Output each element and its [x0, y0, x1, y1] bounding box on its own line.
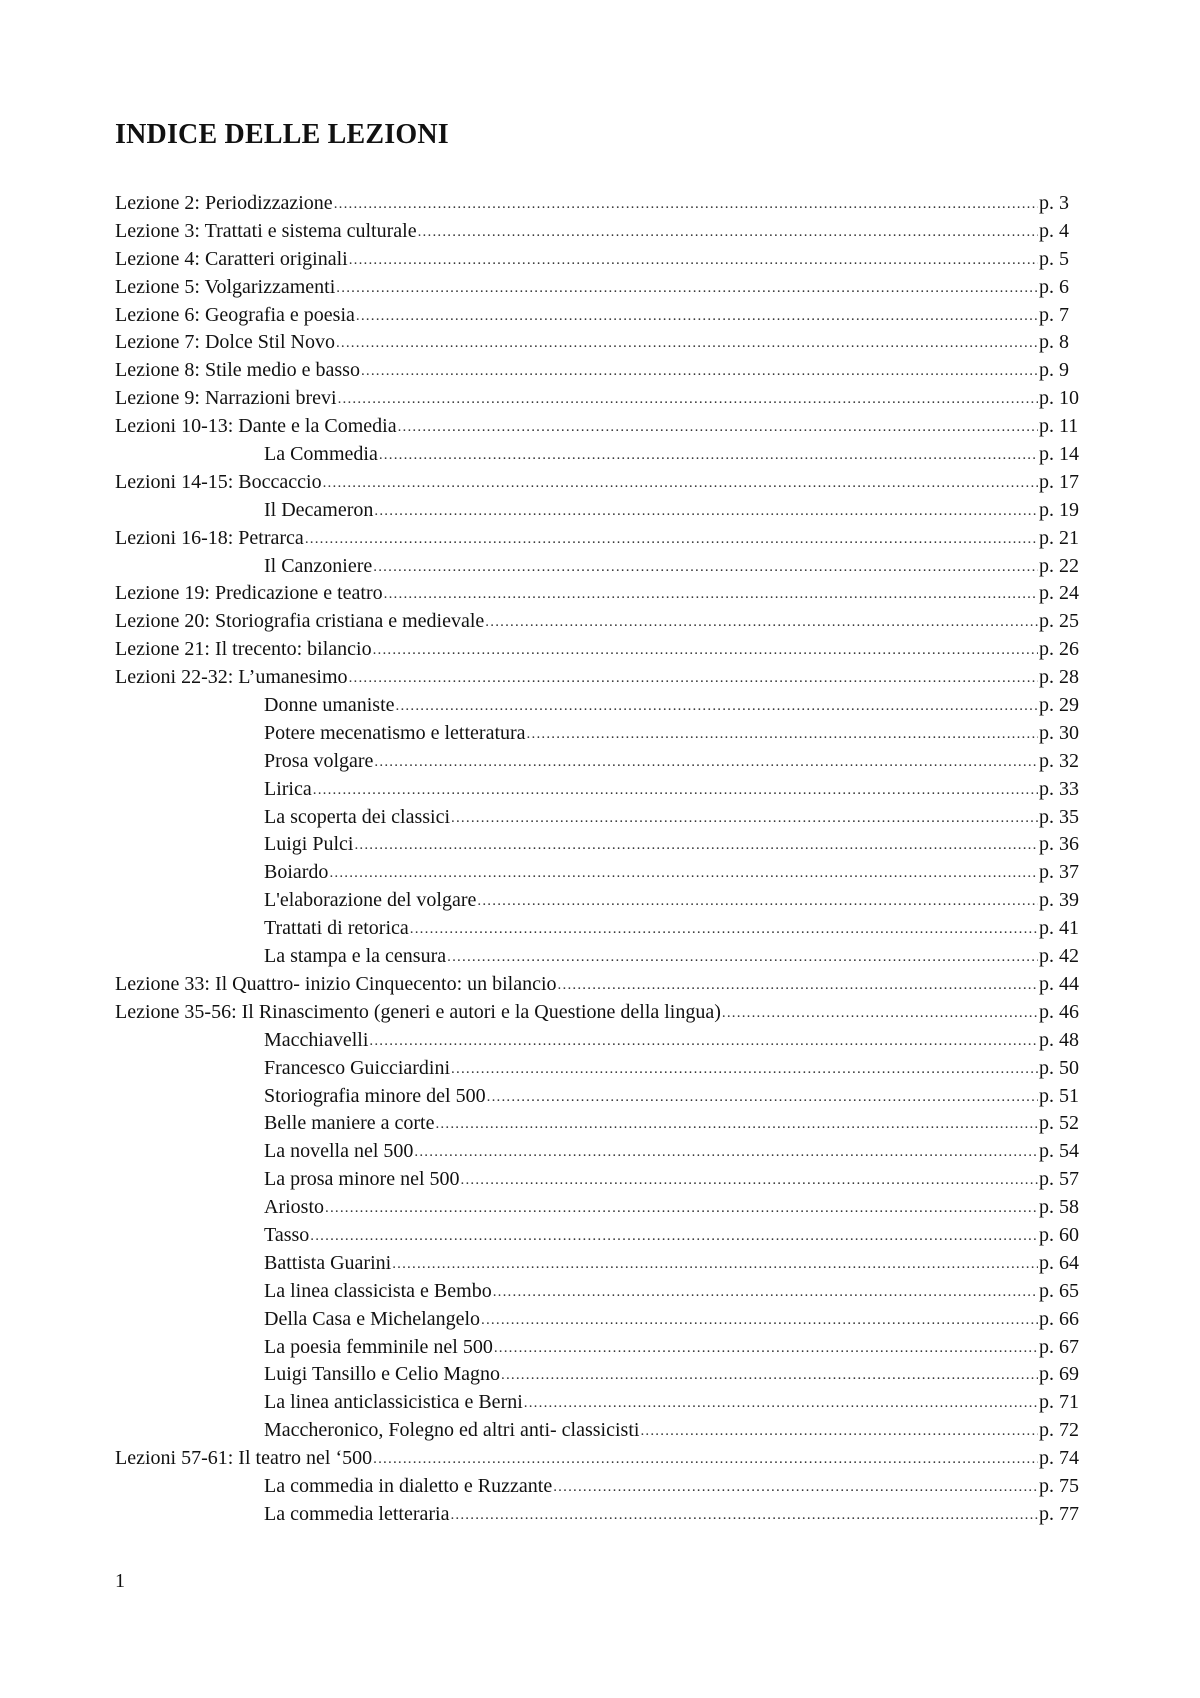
toc-entry-page: p. 60 — [1039, 1223, 1079, 1246]
toc-entry-title: Lezione 2: Periodizzazione — [115, 192, 333, 214]
toc-entry-title: Lezioni 57-61: Il teatro nel ‘500 — [115, 1447, 373, 1470]
toc-subentry — [115, 1361, 1085, 1389]
toc-entry-title: Ariosto — [264, 1196, 324, 1219]
toc-entry-title: Trattati di retorica — [264, 917, 409, 940]
toc-subentry — [115, 831, 1085, 859]
toc-entry-title: Lezione 9: Narrazioni brevi — [115, 387, 337, 410]
toc-subentry — [115, 1334, 1085, 1362]
toc-subentry — [115, 943, 1085, 971]
dot-leader — [558, 970, 1038, 1000]
toc-entry — [115, 1445, 1085, 1473]
toc-entry-title: Lezioni 16-18: Petrarca — [115, 526, 304, 549]
toc-entry-page: p. 74 — [1039, 1447, 1079, 1470]
dot-leader — [722, 998, 1038, 1028]
toc-entry-page: p. 4 — [1039, 219, 1069, 242]
dot-leader — [334, 189, 1038, 219]
toc-subentry — [115, 1417, 1085, 1445]
toc-subentry — [115, 1083, 1085, 1111]
toc-entry-title: Lezione 20: Storiografia cristiana e medievale — [115, 610, 485, 633]
toc-subentry — [115, 1473, 1085, 1501]
toc-entry — [115, 274, 1085, 302]
toc-entry — [115, 580, 1085, 608]
toc-entry-title: L'elaborazione del volgare — [264, 889, 477, 912]
dot-leader — [356, 301, 1038, 331]
toc-entry-title: La prosa minore nel 500 — [264, 1168, 460, 1191]
toc-entry-title: Il Decameron — [264, 498, 374, 521]
toc-subentry — [115, 1501, 1085, 1529]
dot-leader — [336, 328, 1038, 358]
toc-entry-page: p. 57 — [1039, 1168, 1079, 1191]
toc-entry — [115, 357, 1085, 385]
toc-subentry — [115, 553, 1085, 581]
toc-subentry — [115, 1278, 1085, 1306]
toc-entry — [115, 413, 1085, 441]
page-number: 1 — [115, 1570, 125, 1592]
toc-entry-page: p. 30 — [1039, 721, 1079, 744]
toc-entry-title: La commedia letteraria — [264, 1502, 450, 1525]
toc-entry-page: p. 37 — [1039, 861, 1079, 884]
toc-entry-page: p. 41 — [1039, 917, 1079, 940]
toc-entry-page: p. 58 — [1039, 1196, 1079, 1219]
toc-entry-page: p. 52 — [1039, 1112, 1079, 1135]
dot-leader — [410, 914, 1038, 944]
toc-entry-page: p. 67 — [1039, 1335, 1079, 1358]
dot-leader — [485, 607, 1038, 637]
toc-entry — [115, 664, 1085, 692]
dot-leader — [640, 1416, 1038, 1446]
dot-leader — [379, 440, 1038, 470]
toc-entry-page: p. 46 — [1039, 1000, 1079, 1023]
toc-entry-title: Storiografia minore del 500 — [264, 1084, 486, 1107]
toc-subentry — [115, 915, 1085, 943]
dot-leader — [373, 1444, 1038, 1474]
table-of-contents — [115, 190, 1085, 1529]
toc-subentry — [115, 1110, 1085, 1138]
toc-entry-page: p. 24 — [1039, 582, 1079, 605]
toc-entry-page: p. 35 — [1039, 805, 1079, 828]
dot-leader — [414, 1137, 1038, 1167]
toc-entry-title: Lirica — [264, 777, 312, 800]
toc-entry-title: Luigi Pulci — [264, 833, 354, 856]
toc-entry-page: p. 71 — [1039, 1391, 1079, 1414]
toc-entry-title: Lezioni 14-15: Boccaccio — [115, 470, 322, 493]
toc-entry-title: La poesia femminile nel 500 — [264, 1335, 493, 1358]
toc-entry-page: p. 36 — [1039, 833, 1079, 856]
toc-entry-title: Boiardo — [264, 861, 329, 884]
dot-leader — [451, 1054, 1038, 1084]
dot-leader — [418, 217, 1038, 247]
toc-entry-title: La stampa e la censura — [264, 945, 447, 968]
toc-entry-page: p. 29 — [1039, 694, 1079, 717]
toc-entry — [115, 636, 1085, 664]
dot-leader — [524, 1388, 1038, 1418]
dot-leader — [477, 886, 1038, 916]
dot-leader — [369, 1026, 1038, 1056]
dot-leader — [493, 1277, 1038, 1307]
toc-entry-page: p. 11 — [1039, 415, 1079, 438]
dot-leader — [451, 803, 1038, 833]
dot-leader — [325, 1193, 1038, 1223]
toc-subentry — [115, 497, 1085, 525]
toc-entry-page: p. 51 — [1039, 1084, 1079, 1107]
toc-subentry — [115, 1222, 1085, 1250]
toc-entry-title: Lezione 35-56: Il Rinascimento (generi e autori e la Questione della lingua) — [115, 1000, 721, 1023]
dot-leader — [329, 858, 1038, 888]
toc-entry — [115, 971, 1085, 999]
toc-entry-title: La scoperta dei classici — [264, 805, 451, 828]
toc-entry — [115, 999, 1085, 1027]
toc-subentry — [115, 1027, 1085, 1055]
dot-leader — [338, 384, 1038, 414]
toc-entry — [115, 608, 1085, 636]
toc-entry-title: La linea anticlassicistica e Berni — [264, 1391, 523, 1414]
toc-subentry — [115, 692, 1085, 720]
dot-leader — [349, 245, 1038, 275]
toc-entry-page: p. 50 — [1039, 1056, 1079, 1079]
toc-entry — [115, 385, 1085, 413]
toc-subentry — [115, 1389, 1085, 1417]
toc-entry-title: Lezioni 10-13: Dante e la Comedia — [115, 415, 397, 438]
toc-entry — [115, 329, 1085, 357]
toc-subentry — [115, 804, 1085, 832]
toc-entry-page: p. 77 — [1039, 1502, 1079, 1525]
toc-entry-title: Tasso — [264, 1223, 310, 1246]
toc-subentry — [115, 887, 1085, 915]
dot-leader — [349, 663, 1038, 693]
dot-leader — [392, 1249, 1038, 1279]
dot-leader — [373, 552, 1038, 582]
toc-entry-page: p. 5 — [1039, 247, 1069, 270]
toc-entry — [115, 469, 1085, 497]
dot-leader — [374, 747, 1038, 777]
toc-entry-title: Macchiavelli — [264, 1028, 369, 1051]
dot-leader — [447, 942, 1038, 972]
toc-subentry — [115, 748, 1085, 776]
dot-leader — [527, 719, 1038, 749]
toc-entry-page: p. 7 — [1039, 303, 1069, 326]
toc-entry-title: Lezione 8: Stile medio e basso — [115, 359, 360, 382]
toc-entry-title: Lezione 5: Volgarizzamenti — [115, 275, 336, 298]
toc-entry-title: La linea classicista e Bembo — [264, 1279, 492, 1302]
toc-entry-page: p. 8 — [1039, 331, 1069, 354]
dot-leader — [553, 1472, 1038, 1502]
toc-entry-page: p. 28 — [1039, 666, 1079, 689]
toc-entry-page: p. 9 — [1039, 359, 1069, 382]
toc-entry-title: Maccheronico, Folegno ed altri anti- classicisti — [264, 1419, 640, 1442]
dot-leader — [481, 1305, 1038, 1335]
dot-leader — [310, 1221, 1038, 1251]
toc-entry-title: Lezione 21: Il trecento: bilancio — [115, 638, 372, 661]
toc-entry-title: Battista Guarini — [264, 1251, 392, 1274]
toc-entry-title: Francesco Guicciardini — [264, 1056, 451, 1079]
dot-leader — [396, 691, 1038, 721]
dot-leader — [435, 1109, 1038, 1139]
toc-entry-page: p. 65 — [1039, 1279, 1079, 1302]
page-title: INDICE DELLE LEZIONI — [115, 119, 449, 150]
dot-leader — [450, 1500, 1038, 1530]
toc-entry-title: La novella nel 500 — [264, 1140, 414, 1163]
toc-entry-page: p. 6 — [1039, 275, 1069, 298]
toc-subentry — [115, 1194, 1085, 1222]
toc-entry-page: p. 26 — [1039, 638, 1079, 661]
toc-entry — [115, 302, 1085, 330]
toc-entry-title: Lezioni 22-32: L’umanesimo — [115, 666, 348, 689]
toc-entry-title: Lezione 19: Predicazione e teatro — [115, 582, 383, 605]
toc-entry-page: p. 14 — [1039, 443, 1079, 466]
toc-entry-page: p. 48 — [1039, 1028, 1079, 1051]
toc-entry-page: p. 19 — [1039, 498, 1079, 521]
toc-subentry — [115, 776, 1085, 804]
toc-entry-page: p. 75 — [1039, 1474, 1079, 1497]
toc-entry-page: p. 54 — [1039, 1140, 1079, 1163]
toc-subentry — [115, 720, 1085, 748]
toc-entry-page: p. 17 — [1039, 470, 1079, 493]
toc-entry-page: p. 32 — [1039, 749, 1079, 772]
dot-leader — [313, 775, 1038, 805]
toc-entry-page: p. 66 — [1039, 1307, 1079, 1330]
toc-subentry — [115, 1306, 1085, 1334]
toc-entry-page: p. 72 — [1039, 1419, 1079, 1442]
dot-leader — [398, 412, 1038, 442]
dot-leader — [501, 1360, 1038, 1390]
dot-leader — [336, 273, 1038, 303]
dot-leader — [461, 1165, 1039, 1195]
toc-entry-title: La Commedia — [264, 443, 378, 466]
toc-entry-page: p. 33 — [1039, 777, 1079, 800]
toc-entry-title: Potere mecenatismo e letteratura — [264, 721, 526, 744]
toc-entry-title: Luigi Tansillo e Celio Magno — [264, 1363, 500, 1386]
toc-entry-title: La commedia in dialetto e Ruzzante — [264, 1474, 553, 1497]
dot-leader — [373, 635, 1038, 665]
toc-entry-page: p. 69 — [1039, 1363, 1079, 1386]
dot-leader — [323, 468, 1038, 498]
toc-entry-title: Della Casa e Michelangelo — [264, 1307, 481, 1330]
toc-entry-title: Lezione 33: Il Quattro- inizio Cinquecento: un bilancio — [115, 972, 557, 995]
dot-leader — [487, 1082, 1038, 1112]
toc-entry-title: Lezione 6: Geografia e poesia — [115, 303, 355, 326]
toc-entry-title: Lezione 7: Dolce Stil Novo — [115, 331, 335, 354]
dot-leader — [354, 830, 1038, 860]
toc-entry-page: p. 21 — [1039, 526, 1079, 549]
toc-entry-title: Belle maniere a corte — [264, 1112, 435, 1135]
toc-subentry — [115, 441, 1085, 469]
toc-subentry — [115, 1138, 1085, 1166]
toc-entry-page: p. 44 — [1039, 972, 1079, 995]
dot-leader — [494, 1333, 1038, 1363]
toc-entry-title: Lezione 3: Trattati e sistema culturale — [115, 219, 417, 242]
toc-entry-title: Prosa volgare — [264, 749, 374, 772]
toc-entry-title: Lezione 4: Caratteri originali — [115, 247, 348, 270]
toc-entry — [115, 218, 1085, 246]
dot-leader — [361, 356, 1038, 386]
toc-entry-title: Donne umaniste — [264, 694, 395, 717]
toc-entry-title: Il Canzoniere — [264, 554, 373, 577]
toc-entry — [115, 190, 1085, 218]
toc-entry-page: p. 22 — [1039, 554, 1079, 577]
toc-subentry — [115, 1055, 1085, 1083]
dot-leader — [384, 579, 1038, 609]
dot-leader — [305, 524, 1038, 554]
dot-leader — [374, 496, 1038, 526]
toc-subentry — [115, 1250, 1085, 1278]
toc-entry-page: p. 3 — [1039, 192, 1069, 214]
toc-entry-page: p. 39 — [1039, 889, 1079, 912]
toc-entry-page: p. 64 — [1039, 1251, 1079, 1274]
toc-entry — [115, 525, 1085, 553]
toc-entry-page: p. 10 — [1039, 387, 1079, 410]
toc-entry — [115, 246, 1085, 274]
toc-entry-page: p. 25 — [1039, 610, 1079, 633]
toc-entry-page: p. 42 — [1039, 945, 1079, 968]
toc-subentry — [115, 1166, 1085, 1194]
toc-subentry — [115, 859, 1085, 887]
